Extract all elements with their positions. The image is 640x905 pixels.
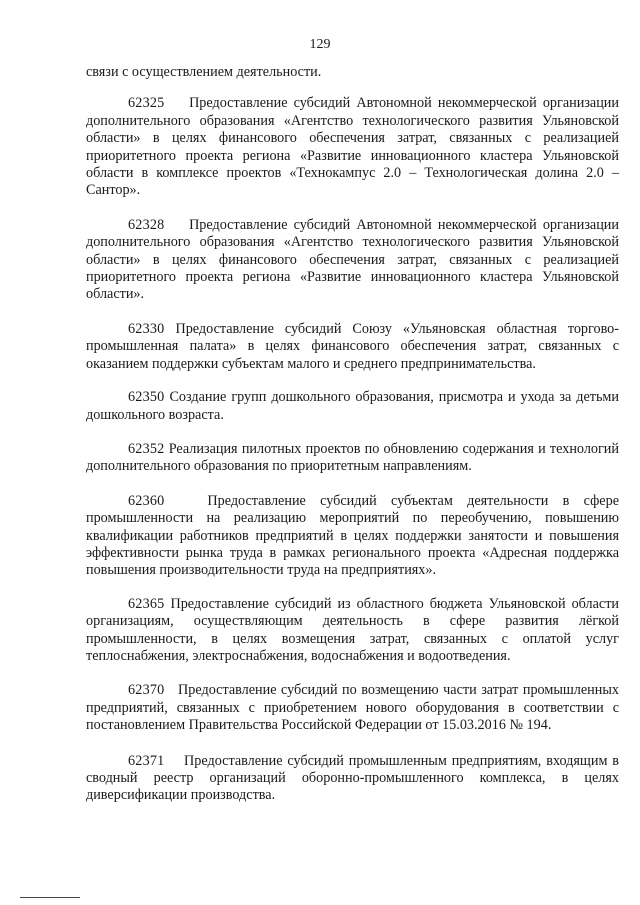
paragraph-62371 [86, 753, 619, 805]
paragraph-62328 [86, 217, 619, 304]
paragraph-62330 [86, 321, 619, 373]
paragraph-text: Создание групп дошкольного образования, присмотра и ухода за детьми дошкольного возраста. [86, 389, 619, 423]
paragraph-code: 62328 [128, 216, 165, 233]
paragraph-62352 [86, 441, 619, 476]
paragraph-text: Предоставление субсидий промышленным предприятиям, входящим в сводный реестр организаций оборонно-промышленного комплекса, в целях диверсификации производства. [86, 752, 620, 804]
document-body [86, 64, 619, 805]
paragraph-62350 [86, 389, 619, 424]
paragraph-text: Реализация пилотных проектов по обновлению содержания и технологий дополнительного образования по приоритетным направлениям. [86, 440, 619, 475]
paragraph-code: 62370 [128, 682, 165, 699]
paragraph-text: связи с осуществлением деятельности. [86, 64, 322, 80]
paragraph-code: 62360 [128, 492, 165, 509]
paragraph-code: 62330 [128, 320, 165, 337]
paragraph-62370 [86, 682, 619, 734]
paragraph-62360 [86, 493, 619, 580]
paragraph-62325 [86, 95, 619, 199]
bottom-edge-rule [20, 897, 80, 898]
paragraph-code: 62371 [128, 752, 165, 769]
paragraph-text: Предоставление субсидий Союзу «Ульяновская областная торгово-промышленная палата» в целях финансового обеспечения затрат, связанных с оказанием поддержки субъектам малого и среднего предпринимательства. [86, 320, 620, 372]
paragraph-text: Предоставление субсидий Автономной некоммерческой организации дополнительного образования «Агентство технологического развития Ульяновской области» в целях финансового обеспечения затрат, связанных с реализацией приоритетного проекта региона «Развитие инновационного кластера Ульяновской области». [86, 216, 619, 303]
paragraph-continuation [86, 64, 619, 81]
paragraph-62365 [86, 596, 619, 666]
paragraph-code: 62365 [128, 595, 165, 612]
paragraph-code: 62325 [128, 95, 165, 112]
paragraph-code: 62350 [128, 389, 165, 406]
paragraph-text: Предоставление субсидий субъектам деятельности в сфере промышленности на реализацию мероприятий по переобучению, повышению квалификации работников предприятий в целях поддержки занятости и повышения эффективности рынка труда в рамках регионального проекта «Адресная поддержка повышения производительности труда на предприятиях». [86, 492, 619, 579]
paragraph-text: Предоставление субсидий по возмещению части затрат промышленных предприятий, связанных с приобретением нового оборудования в соответствии с постановлением Правительства Российской Федерации от 15.03.2016 № 194. [86, 682, 619, 734]
paragraph-code: 62352 [128, 440, 165, 457]
paragraph-text: Предоставление субсидий Автономной некоммерческой организации дополнительного образования «Агентство технологического развития Ульяновской области» в целях финансового обеспечения затрат, связанных с реализацией приоритетного проекта региона «Развитие инновационного кластера Ульяновской области в комплексе проектов «Технокампус 2.0 – Технологическая долина 2.0 – Сантор». [86, 95, 619, 199]
paragraph-text: Предоставление субсидий из областного бюджета Ульяновской области организациям, осуществляющим деятельность в сфере развития лёгкой промышленности, в целях возмещения затрат, связанных с оплатой услуг теплоснабжения, электроснабжения, водоснабжения и водоотведения. [86, 595, 619, 664]
page-number: 129 [309, 37, 331, 52]
